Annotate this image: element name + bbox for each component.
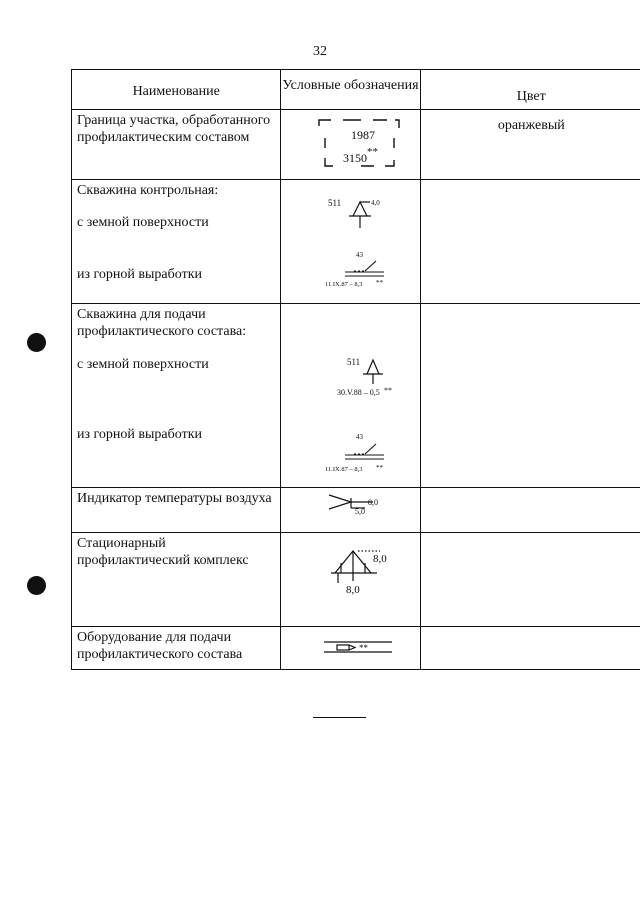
table-row (72, 488, 640, 533)
row-color (420, 627, 640, 670)
borehole-mark: ** (376, 279, 384, 287)
header-symbols: Условные обозначения (281, 70, 420, 110)
row-name: Граница участка, обработанного профилактическим составом (72, 110, 281, 180)
stationary-complex-icon (281, 533, 420, 627)
borehole-date: 11.IX.87 – 8,3 (325, 466, 363, 473)
injection-borehole-symbols (281, 304, 420, 488)
injection-mine-icon (281, 304, 420, 488)
complex-value-top: 8,0 (373, 553, 388, 565)
row-color (420, 488, 640, 533)
header-color: Цвет (420, 70, 640, 110)
borehole-date: 11.IX.87 – 8,3 (325, 281, 363, 288)
indicator-value-top: 8,0 (368, 498, 379, 507)
table-row (72, 533, 640, 627)
borehole-mark: ** (376, 464, 384, 472)
borehole-value: 4,0 (371, 199, 381, 207)
sub-item-label: с земной поверхности (77, 357, 209, 372)
row-name: Стационарный профилактический комплекс (72, 533, 281, 627)
borehole-date: 30.V.88 – 0,5 (337, 388, 381, 397)
boundary-dashed-icon (281, 110, 420, 180)
page-number: 32 (313, 44, 327, 59)
row-title: Скважина контрольная: (77, 183, 219, 198)
table-row (72, 627, 640, 670)
borehole-mine-icon (281, 180, 420, 304)
temperature-indicator-symbol (281, 488, 420, 533)
injection-equipment-symbol (281, 627, 420, 670)
legend-table (71, 69, 640, 670)
row-name (72, 180, 281, 304)
indicator-value-bottom: 5,0 (355, 507, 366, 516)
sub-item-label: из горной выработки (77, 427, 202, 442)
footer-rule (313, 717, 366, 718)
control-borehole-symbols (281, 180, 420, 304)
header-row (72, 70, 640, 110)
borehole-number: 511 (347, 357, 361, 367)
sub-item-label: из горной выработки (77, 267, 202, 282)
boundary-symbol (281, 110, 420, 180)
injection-equipment-icon (281, 627, 420, 670)
row-color: оранжевый (420, 110, 640, 180)
stationary-complex-symbol (281, 533, 420, 627)
header-name: Наименование (72, 70, 281, 110)
row-name (72, 304, 281, 488)
sub-item-label: с земной поверхности (77, 215, 209, 230)
borehole-number: 511 (328, 198, 342, 208)
boundary-top-value: 1987 (351, 128, 376, 142)
complex-value-bottom: 8,0 (346, 584, 361, 596)
equipment-mark: ** (359, 643, 369, 653)
temperature-indicator-icon (281, 488, 420, 533)
row-title: Скважина для подачи профилактического состава: (77, 307, 247, 339)
borehole-number: 43 (356, 433, 364, 441)
borehole-number: 43 (356, 251, 364, 259)
row-name: Индикатор температуры воздуха (72, 488, 281, 533)
row-color (420, 180, 640, 304)
table-row (72, 110, 640, 180)
row-name: Оборудование для подачи профилактического состава (72, 627, 281, 670)
punch-hole-icon (27, 333, 46, 352)
row-color (420, 533, 640, 627)
table-row (72, 180, 640, 304)
punch-hole-icon (27, 576, 46, 595)
boundary-mark: ** (367, 146, 379, 158)
boundary-bottom-value: 3150 (343, 151, 368, 165)
table-row (72, 304, 640, 488)
row-color (420, 304, 640, 488)
borehole-mark: ** (384, 386, 393, 395)
